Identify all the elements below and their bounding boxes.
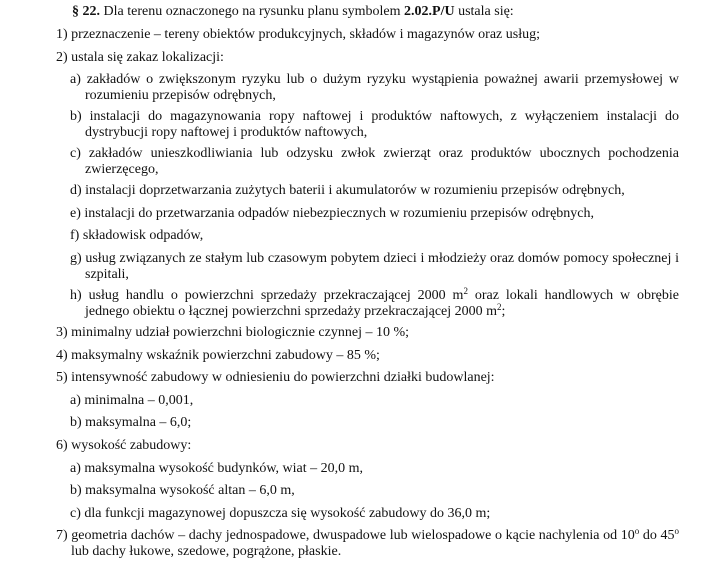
item-7-text-2: do 45 xyxy=(639,528,675,543)
item-2h xyxy=(70,288,679,320)
item-2h-text-1: h) usług handlu o powierzchni sprzedaży przekraczającej 2000 m xyxy=(70,288,464,303)
item-7 xyxy=(56,528,679,560)
superscript: 2 xyxy=(463,286,468,296)
section-heading xyxy=(72,4,514,20)
item-7-text-3: lub dachy łukowe, szedowe, pogrążone, płaskie. xyxy=(71,544,342,559)
item-1: 1) przeznaczenie – tereny obiektów produkcyjnych, składów i magazynów oraz usług; xyxy=(56,27,540,42)
section-outro: ustala się: xyxy=(454,4,514,19)
item-2g: g) usług związanych ze stałym lub czasowym pobytem dzieci i młodzieży oraz domów pomocy społecznej i szpitali, xyxy=(70,251,679,282)
section-number: § 22. xyxy=(72,4,100,19)
item-4: 4) maksymalny wskaźnik powierzchni zabudowy – 85 %; xyxy=(56,348,380,363)
degree-superscript: o xyxy=(674,526,680,536)
item-2e: e) instalacji do przetwarzania odpadów niebezpiecznych w rozumieniu przepisów odrębnych, xyxy=(70,206,595,221)
section-symbol: 2.02.P/U xyxy=(404,4,455,19)
item-2b: b) instalacji do magazynowania ropy naftowej i produktów naftowych, z wyłączeniem instalacji do dystrybucji ropy naftowej i produktów naftowych, xyxy=(70,109,679,140)
item-5: 5) intensywność zabudowy w odniesieniu do powierzchni działki budowlanej: xyxy=(56,370,495,385)
item-6b: b) maksymalna wysokość altan – 6,0 m, xyxy=(70,483,295,498)
item-6c: c) dla funkcji magazynowej dopuszcza się wysokość zabudowy do 36,0 m; xyxy=(70,506,491,521)
item-5a: a) minimalna – 0,001, xyxy=(70,393,194,408)
degree-superscript: o xyxy=(634,526,640,536)
superscript: 2 xyxy=(497,302,502,312)
item-3: 3) minimalny udział powierzchni biologicznie czynnej – 10 %; xyxy=(56,325,410,340)
item-7-text-1: 7) geometria dachów – dachy jednospadowe, dwuspadowe lub wielospadowe o kącie nachylenia od 10 xyxy=(56,528,635,543)
item-2a: a) zakładów o zwiększonym ryzyku lub o dużym ryzyku wystąpienia poważnej awarii przemysłowej w rozumieniu przepisów odrębnych, xyxy=(70,72,679,103)
item-5b: b) maksymalna – 6,0; xyxy=(70,415,192,430)
item-2d: d) instalacji doprzetwarzania zużytych baterii i akumulatorów w rozumieniu przepisów odrębnych, xyxy=(70,183,625,198)
item-6a: a) maksymalna wysokość budynków, wiat – 20,0 m, xyxy=(70,461,364,476)
item-2c: c) zakładów unieszkodliwiania lub odzysku zwłok zwierząt oraz produktów ubocznych pochodzenia zwierzęcego, xyxy=(70,146,679,177)
item-6: 6) wysokość zabudowy: xyxy=(56,438,192,453)
item-2h-text-3: ; xyxy=(501,304,506,319)
item-2f: f) składowisk odpadów, xyxy=(70,228,204,243)
item-2h-text-2: oraz lokali handlowych w obrębie jednego obiektu o łącznej powierzchni sprzedaży przekraczającej 2000 m xyxy=(85,288,679,319)
section-intro: Dla terenu oznaczonego na rysunku planu symbolem xyxy=(100,4,405,19)
item-2: 2) ustala się zakaz lokalizacji: xyxy=(56,50,224,65)
